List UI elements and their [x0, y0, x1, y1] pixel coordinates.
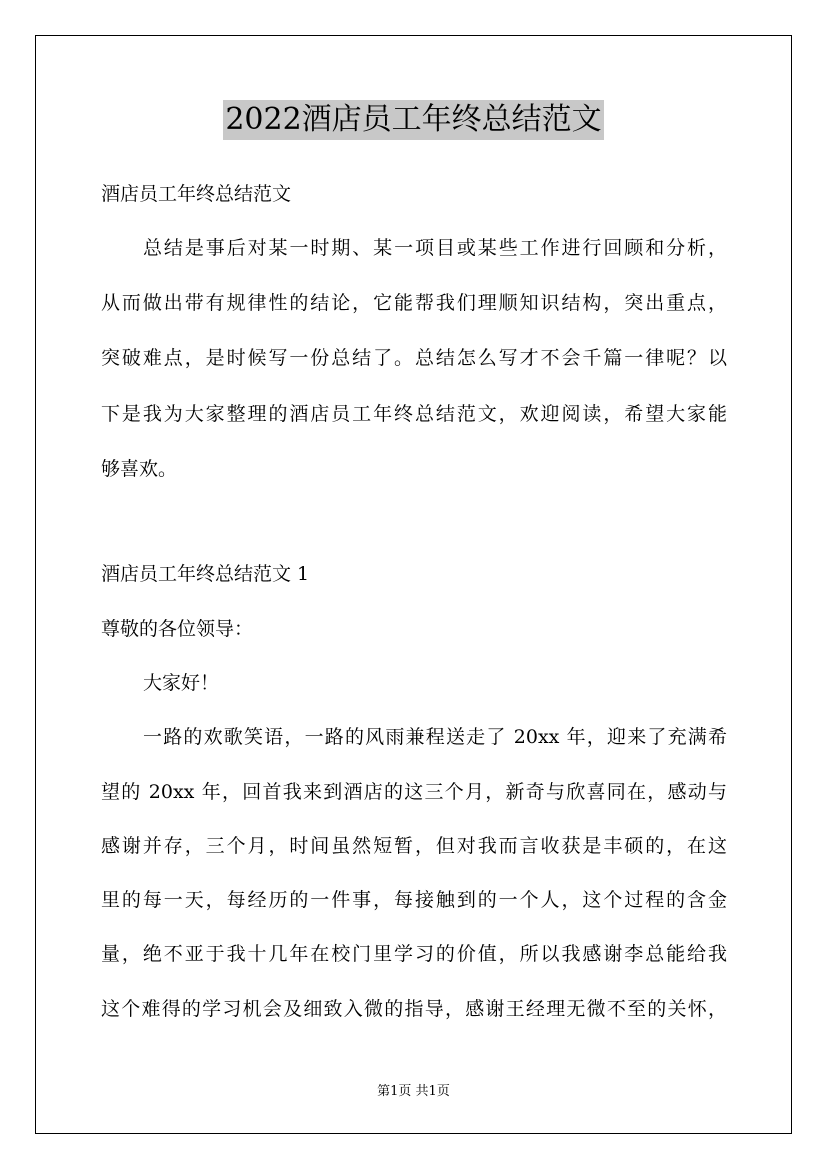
page-footer: 第1页 共1页	[377, 1084, 450, 1099]
body-line-3: 感谢并存，三个月，时间虽然短暂，但对我而言收获是丰硕的，在这	[101, 835, 727, 857]
document-title: 2022酒店员工年终总结范文	[223, 100, 603, 140]
intro-line-3: 突破难点，是时候写一份总结了。总结怎么写才不会千篇一律呢？以	[101, 347, 727, 369]
section-heading: 酒店员工年终总结范文 1	[101, 563, 310, 585]
body-line-1: 一路的欢歌笑语，一路的风雨兼程送走了 20xx 年，迎来了充满希	[143, 726, 727, 748]
title-container	[0, 100, 827, 140]
intro-line-4: 下是我为大家整理的酒店员工年终总结范文，欢迎阅读，希望大家能	[101, 403, 727, 425]
intro-line-1: 总结是事后对某一时期、某一项目或某些工作进行回顾和分析，	[143, 237, 727, 259]
intro-line-2: 从而做出带有规律性的结论，它能帮我们理顺知识结构，突出重点，	[101, 292, 727, 314]
greeting: 大家好！	[143, 672, 220, 694]
body-line-5: 量，绝不亚于我十几年在校门里学习的价值，所以我感谢李总能给我	[101, 943, 727, 965]
body-line-4: 里的每一天，每经历的一件事，每接触到的一个人，这个过程的含金	[101, 889, 727, 911]
intro-line-5: 够喜欢。	[101, 458, 178, 480]
body-line-2: 望的 20xx 年，回首我来到酒店的这三个月，新奇与欣喜同在，感动与	[101, 781, 727, 803]
body-line-6: 这个难得的学习机会及细致入微的指导，感谢王经理无微不至的关怀，	[101, 998, 727, 1020]
subtitle-line: 酒店员工年终总结范文	[101, 183, 292, 205]
salutation: 尊敬的各位领导：	[101, 618, 254, 640]
